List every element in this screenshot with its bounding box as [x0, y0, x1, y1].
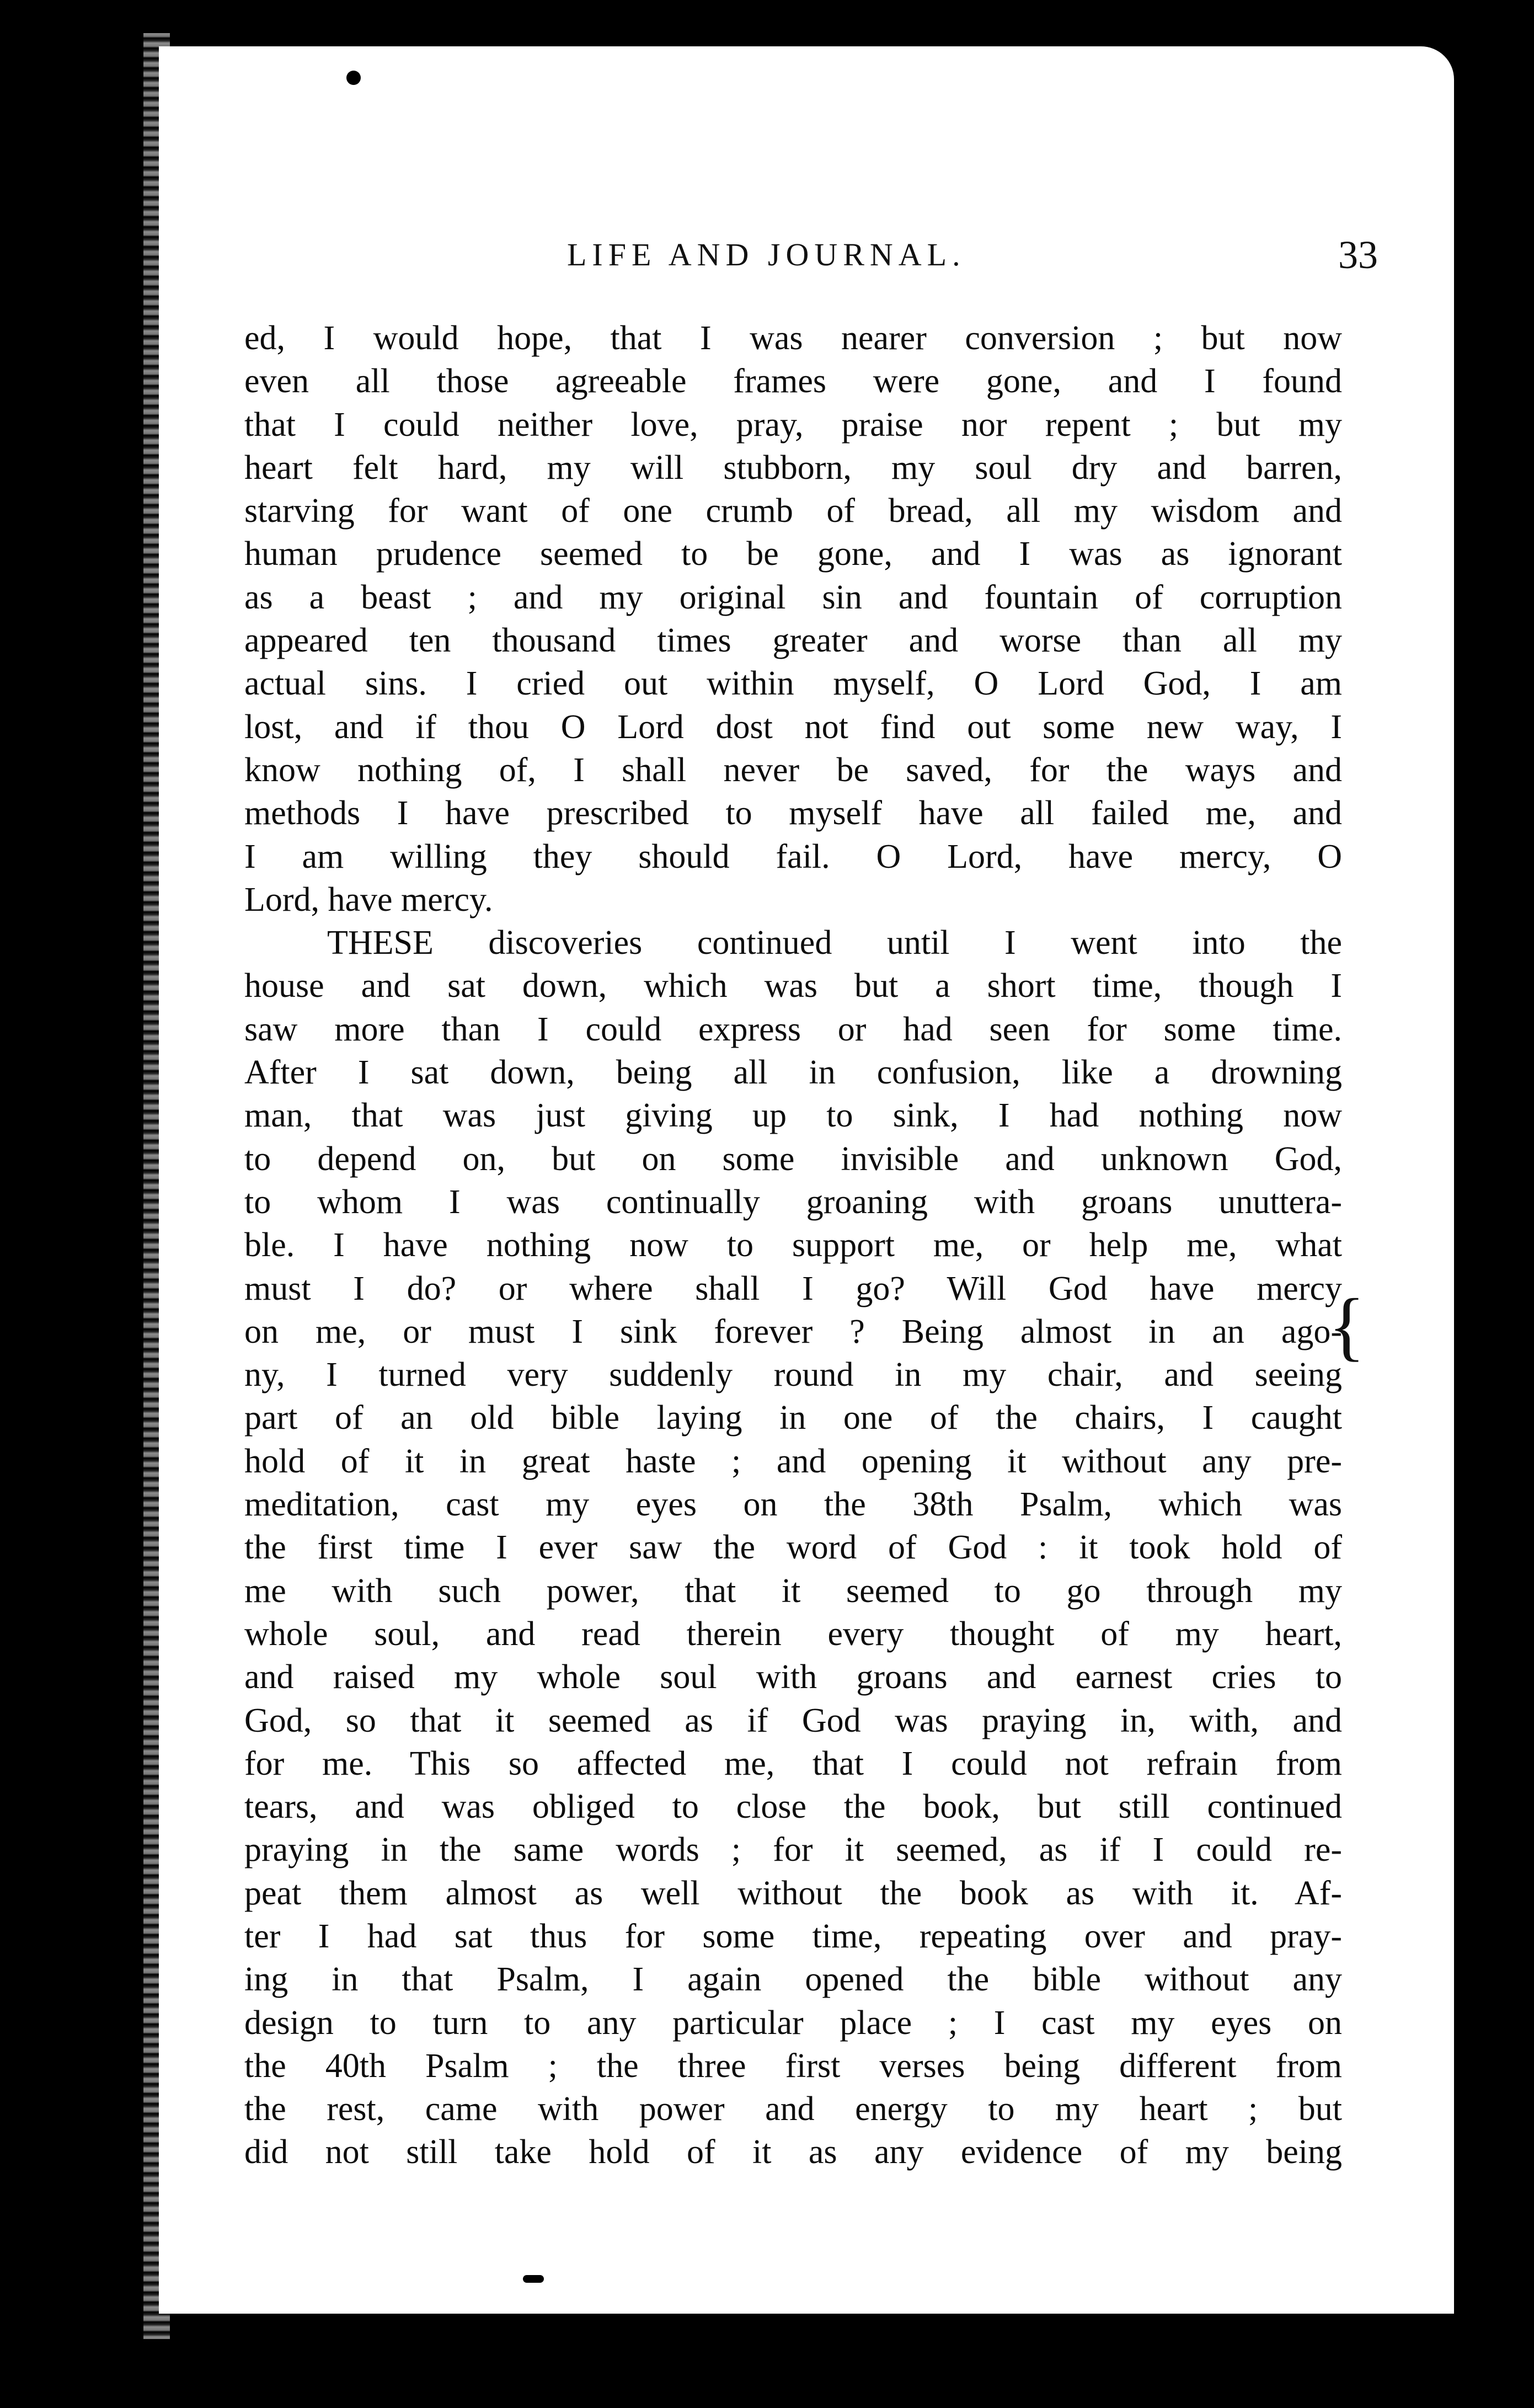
- text-line: human prudence seemed to be gone, and I was as ignorant: [244, 535, 1342, 573]
- text-line: praying in the same words ; for it seemed, as if I could re-: [244, 1831, 1342, 1869]
- text-line: ny, I turned very suddenly round in my chair, and seeing: [244, 1356, 1342, 1394]
- text-line: and raised my whole soul with groans and earnest cries to: [244, 1658, 1342, 1696]
- text-line: the first time I ever saw the word of God : it took hold of: [244, 1529, 1342, 1567]
- text-line: lost, and if thou O Lord dost not find out some new way, I: [244, 708, 1342, 746]
- text-line: ed, I would hope, that I was nearer conversion ; but now: [244, 319, 1342, 357]
- text-line: After I sat down, being all in confusion, like a drowning: [244, 1054, 1342, 1092]
- page-header: [159, 222, 1454, 288]
- text-line: ter I had sat thus for some time, repeating over and pray-: [244, 1917, 1342, 1955]
- text-line: part of an old bible laying in one of the chairs, I caught: [244, 1399, 1342, 1437]
- page-number: 33: [1338, 233, 1378, 277]
- text-line: hold of it in great haste ; and opening it without any pre-: [244, 1442, 1342, 1480]
- text-line: tears, and was obliged to close the book, but still continued: [244, 1788, 1342, 1826]
- text-line: I am willing they should fail. O Lord, have mercy, O: [244, 837, 1342, 875]
- text-line: design to turn to any particular place ; I cast my eyes on: [244, 2004, 1342, 2042]
- text-line: the 40th Psalm ; the three first verses being different from: [244, 2047, 1342, 2085]
- text-line: God, so that it seemed as if God was praying in, with, and: [244, 1701, 1342, 1739]
- text-line: know nothing of, I shall never be saved, for the ways and: [244, 751, 1342, 789]
- ink-dash: [523, 2275, 544, 2283]
- text-line: whole soul, and read therein every thought of my heart,: [244, 1615, 1342, 1653]
- text-line: on me, or must I sink forever ? Being almost in an ago-: [244, 1312, 1342, 1350]
- text-line: actual sins. I cried out within myself, O Lord God, I am: [244, 665, 1342, 703]
- text-line: the rest, came with power and energy to my heart ; but: [244, 2090, 1342, 2128]
- text-line: even all those agreeable frames were gone, and I found: [244, 362, 1342, 401]
- text-line: appeared ten thousand times greater and worse than all my: [244, 622, 1342, 660]
- text-line: for me. This so affected me, that I could not refrain from: [244, 1744, 1342, 1782]
- text-line: saw more than I could express or had seen for some time.: [244, 1010, 1342, 1048]
- text-line: did not still take hold of it as any evidence of my being: [244, 2133, 1342, 2171]
- book-page: [159, 46, 1454, 2314]
- text-line: peat them almost as well without the book as with it. Af-: [244, 1874, 1342, 1912]
- text-line: to depend on, but on some invisible and unknown God,: [244, 1140, 1342, 1178]
- text-line: ing in that Psalm, I again opened the bible without any: [244, 1961, 1342, 1999]
- text-line: must I do? or where shall I go? Will God have mercy: [244, 1269, 1342, 1307]
- text-line: man, that was just giving up to sink, I had nothing now: [244, 1097, 1342, 1135]
- text-line: house and sat down, which was but a short time, though I: [244, 967, 1342, 1005]
- ink-spot: [346, 71, 361, 85]
- text-line: me with such power, that it seemed to go through my: [244, 1572, 1342, 1610]
- text-line: heart felt hard, my will stubborn, my soul dry and barren,: [244, 449, 1342, 487]
- text-line: that I could neither love, pray, praise nor repent ; but my: [244, 405, 1342, 444]
- text-line: to whom I was continually groaning with groans unuttera-: [244, 1183, 1342, 1221]
- margin-bracket: {: [1328, 1283, 1366, 1369]
- paragraph-end-line: Lord, have mercy.: [244, 880, 493, 919]
- body-text: [244, 317, 1342, 2174]
- text-line: ble. I have nothing now to support me, or help me, what: [244, 1226, 1342, 1264]
- text-line: as a beast ; and my original sin and fountain of corruption: [244, 578, 1342, 616]
- running-head: LIFE AND JOURNAL.: [567, 237, 966, 273]
- text-line: methods I have prescribed to myself have all failed me, and: [244, 794, 1342, 832]
- paragraph-start-line: THESE discoveries continued until I went into the: [327, 924, 1342, 962]
- text-line: starving for want of one crumb of bread, all my wisdom and: [244, 492, 1342, 530]
- text-line: meditation, cast my eyes on the 38th Psalm, which was: [244, 1486, 1342, 1524]
